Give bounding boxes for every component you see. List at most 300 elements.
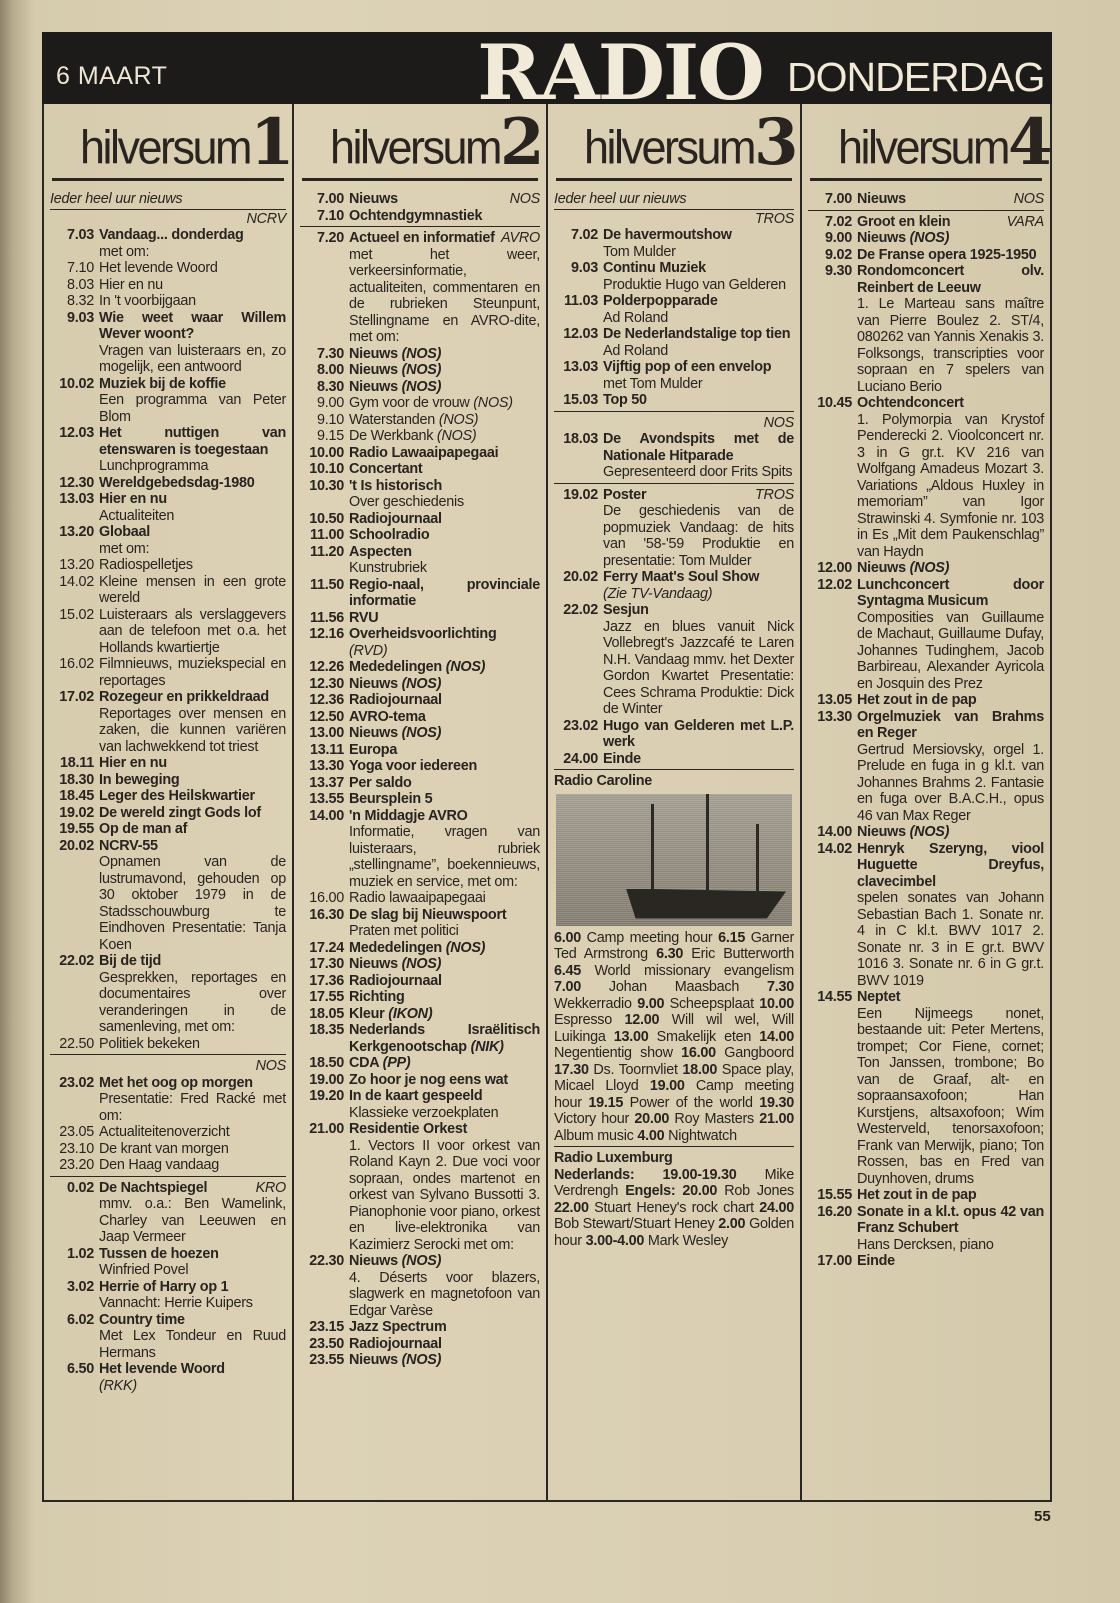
program-body [99,1157,286,1174]
program-entry [50,557,286,574]
ship-mast [651,804,654,892]
program-title: Filmnieuws, muziekspecial en reportages [99,656,286,689]
program-title: Nieuws [349,378,398,395]
program-entry [50,524,286,557]
entry-title: Mike Verdrengh [554,1166,794,1199]
program-body [99,1361,286,1394]
program-title-line [857,230,1044,247]
program-title-line [349,1352,540,1369]
program-list [554,191,794,1249]
program-time: 13.00 [309,725,344,741]
program-entry [808,560,1044,577]
program-title: Radiojournaal [349,1335,442,1352]
program-entry [300,1253,540,1319]
program-description: met om: [99,540,150,557]
program-title: Bij de tijd [99,953,162,969]
program-description: 1. Vectors II voor orkest van Roland Kayn 2. Due voci voor sopraan, ondes martenot en orkest van Sylvano Bussotti 3. Pianophonie voor piano, orkest en live-elektronika van Kazimierz Serocki met om: [349,1137,540,1253]
program-title: In de kaart gespeeld [349,1088,483,1104]
program-entry [300,461,540,478]
program-body [857,395,1044,560]
program-time: 7.30 [316,345,344,362]
entry-time: 3.00-4.00 [585,1232,645,1249]
program-title-line [349,742,540,759]
program-time: 9.30 [824,263,852,279]
program-title-line [349,527,540,544]
ship-mast [756,824,759,894]
heading-word: hilversum [330,120,501,175]
program-time: 13.30 [309,758,344,774]
program-body [349,808,540,891]
program-entry [808,824,1044,841]
program-time: 14.00 [817,824,852,840]
program-title: Sonate in a kl.t. opus 42 van Franz Schubert [857,1203,1044,1236]
program-time: 10.00 [309,444,344,461]
entry-title: Nightwatch [668,1127,737,1144]
program-body [603,718,794,751]
program-entry [300,230,540,346]
program-time: 20.02 [59,837,94,854]
program-title: Polderpopparade [603,293,718,309]
program-time: 18.05 [309,1005,344,1022]
news-note: Ieder heel uur nieuws [554,191,794,210]
broadcaster-tag: VARA [1006,213,1044,230]
program-title: Mededelingen [349,659,442,675]
entry-title: Will wil wel, Will Luikinga [554,1012,794,1045]
program-entry [300,692,540,709]
broadcaster-suffix: (NOS) [909,824,950,840]
program-body [99,1312,286,1362]
program-body [603,293,794,326]
program-description: 4. Déserts voor blazers, slagwerk en magnetofoon van Edgar Varèse [349,1269,540,1319]
program-body [857,247,1044,264]
program-title: Henryk Szeryng, viool Huguette Dreyfus, clavecimbel [857,840,1044,890]
header-day: DONDERDAG [787,54,1045,100]
program-entry [808,989,1044,1187]
divider [300,226,540,227]
program-body [349,445,540,462]
program-title: Nieuws [349,725,398,741]
program-title-line [349,989,540,1006]
program-title-line [99,1124,286,1141]
broadcaster-tag: AVRO [501,230,540,246]
program-title: Radiospelletjes [99,557,193,573]
broadcaster-suffix: (NOS) [401,725,442,741]
program-title: Nieuws [857,230,906,246]
program-title: Aspecten [349,543,412,560]
program-time: 9.03 [570,260,598,276]
program-entry [50,376,286,426]
program-description: Actualiteiten [99,507,175,524]
program-title: Radiojournaal [349,510,442,527]
entry-title: Golden hour [554,1216,794,1249]
program-title-line [349,659,540,676]
program-entry [300,890,540,907]
program-time: 18.50 [309,1055,344,1071]
program-body [349,956,540,973]
program-title: Overheidsvoorlichting [349,626,497,642]
program-title-line [99,821,286,838]
program-title: Residentie Orkest [349,1121,468,1137]
entry-title: Camp meeting hour [586,929,713,946]
program-title: Beursplein 5 [349,791,433,807]
program-title-line [349,395,540,412]
program-body [99,491,286,524]
program-body [603,602,794,718]
program-title: NCRV-55 [99,837,158,854]
program-time: 11.50 [310,576,344,593]
heading-number: 3 [754,105,799,180]
program-entry [808,395,1044,560]
program-time: 18.45 [59,788,94,804]
program-title-line [349,445,540,462]
program-title-line [603,751,794,768]
program-title: In 't voorbijgaan [99,293,196,309]
program-entry [50,1246,286,1279]
program-title: Politiek bekeken [99,1035,200,1052]
program-time: 7.03 [66,227,94,243]
program-title: Jazz Spectrum [349,1319,447,1335]
program-title: Radio lawaaipapegaai [349,890,486,906]
program-title-line [99,277,286,294]
program-body [349,577,540,610]
program-title-line [349,1072,540,1089]
entry-time: 6.00 [554,929,582,946]
program-entry [300,709,540,726]
program-body [349,973,540,990]
program-title-line [349,610,540,627]
program-body [857,824,1044,841]
program-entry [554,227,794,260]
program-entry [300,907,540,940]
entry-title: World missionary evangelism [594,962,794,979]
program-title-line [99,788,286,805]
program-body [603,392,794,409]
program-entry [300,445,540,462]
program-title: Lunchconcert door Syntagma Musicum [857,576,1044,609]
program-entry [300,1088,540,1121]
program-description: Over geschiedenis [349,494,464,510]
program-description: 1. Le Marteau sans maître van Pierre Boulez 2. ST/4, 080262 van Yannis Xenakis 3. Folksongs, transcripties voor sopraan en 7 spelers van Luciano Berio [857,296,1044,395]
program-time: 0.02 [66,1179,94,1196]
program-title-line [99,557,286,574]
program-entry [808,692,1044,709]
entry-time: 7.30 [767,979,795,995]
program-entry [808,214,1044,231]
program-body [349,511,540,528]
program-body [857,841,1044,990]
program-title-line [99,1246,286,1263]
program-body [603,751,794,768]
program-time: 7.10 [66,260,94,276]
program-title: Poster [603,486,647,503]
program-time: 1.02 [66,1245,94,1262]
program-title-line [349,907,540,924]
program-title: Ochtendgymnastiek [349,207,483,224]
program-time: 15.03 [563,392,598,408]
broadcaster-suffix: (PP) [382,1055,411,1071]
program-entry [50,1036,286,1053]
program-body [99,1279,286,1312]
program-entry [808,577,1044,693]
program-entry [50,1312,286,1362]
program-title-line [349,1319,540,1336]
program-entry [50,277,286,294]
program-entry [300,1336,540,1353]
program-title-line [603,227,794,244]
program-title: De wereld zingt Gods lof [99,804,261,821]
program-title-line [857,263,1044,296]
program-body [99,310,286,376]
program-time: 13.30 [817,708,852,725]
entry-time: 10.00 [759,995,795,1012]
entry-title: Garner Ted Armstrong [554,929,795,962]
program-body [349,1055,540,1072]
program-entry [554,359,794,392]
program-title: Rozegeur en prikkeldraad [99,689,269,705]
program-body [349,907,540,940]
section-title: Radio Caroline [554,773,653,789]
program-title-line [349,956,540,973]
entry-title: Mark Wesley [647,1232,729,1249]
program-title-line [857,841,1044,891]
program-time: 20.02 [563,569,598,585]
column-hilversum-1 [44,104,294,1500]
program-title: Einde [857,1253,895,1269]
program-title: Concertant [349,461,423,477]
program-title-line [99,491,286,508]
program-time: 13.37 [309,774,344,791]
program-body [349,1088,540,1121]
entry-time: Nederlands: 19.00-19.30 [554,1166,737,1183]
program-title: 't Is historisch [349,477,442,494]
program-title-line [349,758,540,775]
program-body [349,676,540,693]
program-time: 8.00 [316,362,344,378]
program-entry [300,1022,540,1055]
program-title-line [603,392,794,409]
entry-title: Johan Maasbach [608,979,740,995]
program-title: Nieuws [857,191,906,207]
program-time: 12.26 [309,659,344,675]
column-hilversum-3 [548,104,802,1500]
program-title-line [349,1006,540,1023]
program-time: 16.30 [309,906,344,923]
program-body [349,428,540,445]
program-time: 12.30 [59,474,94,491]
program-title-line [349,511,540,528]
program-title: Per saldo [349,774,412,791]
program-description: Jazz en blues vanuit Nick Vollebregt's Jazzcafé te Laren N.H. Vandaag mmv. het Dexter Gordon Kwartet Presentatie: Cees Schrama Produktie: Dick de Winter [603,618,794,717]
station-columns [44,104,1053,1500]
program-entry [554,487,794,570]
program-entry [50,574,286,607]
entry-title: Wekkerradio [554,995,632,1012]
program-time: 9.02 [824,246,852,263]
broadcaster-suffix: (NOS) [401,956,442,972]
program-time: 24.00 [563,750,598,767]
program-title: Yoga voor iedereen [349,758,477,774]
program-title: Zo hoor je nog eens wat [349,1071,508,1088]
program-body [349,1352,540,1369]
program-time: 16.02 [59,656,94,672]
program-title: Top 50 [603,392,647,408]
program-title: Ochtendconcert [857,395,964,411]
program-description: Reportages over mensen en zaken, die kunnen variëren van lachwekkend tot triest [99,705,286,755]
program-title-line [99,1141,286,1158]
program-description: Lunchprogramma [99,458,209,474]
program-time: 11.00 [310,527,344,543]
program-entry [300,577,540,610]
program-title: Met het oog op morgen [99,1074,253,1091]
program-body [99,689,286,755]
broadcaster-label: NOS [255,1058,286,1074]
program-body [99,772,286,789]
program-time: 9.15 [316,428,344,444]
program-title-line [99,574,286,607]
program-time: 12.50 [309,708,344,725]
program-time: 15.55 [817,1187,852,1203]
program-time: 21.00 [309,1121,344,1137]
entry-time: 19.00 [649,1078,685,1094]
broadcaster-suffix: (NIK) [470,1038,504,1055]
program-time: 9.00 [824,230,852,246]
entry-time: 18.00 [682,1061,718,1078]
program-title: Actualiteitenoverzicht [99,1124,230,1140]
radio-ship-photo [556,794,792,926]
program-title-line [349,692,540,709]
program-title-line [857,1253,1044,1270]
program-entry [50,755,286,772]
program-title: Het nuttigen van etenswaren is toegestaan [99,425,286,458]
program-time: 18.30 [59,771,94,788]
program-body [99,293,286,310]
program-entry [50,475,286,492]
column-heading [556,104,799,181]
program-title-line [349,478,540,495]
program-entry [50,293,286,310]
program-entry [300,527,540,544]
program-body [99,1075,286,1125]
program-title-line [349,230,540,247]
program-entry [300,1055,540,1072]
program-body [857,1253,1044,1270]
program-title-line [349,791,540,808]
program-title-line [603,326,794,343]
broadcaster-suffix: (NOS) [401,1352,442,1368]
program-body [857,230,1044,247]
program-time: 22.30 [309,1253,344,1269]
entry-time: 19.30 [759,1094,795,1111]
entry-time: 4.00 [637,1127,665,1144]
entry-title: Power of the world [629,1094,753,1111]
program-description: Klassieke verzoekplaten [349,1104,499,1121]
page-number: 55 [1034,1508,1051,1525]
entry-title: Smakelijk eten [656,1028,752,1045]
program-body [349,890,540,907]
program-body [349,230,540,346]
program-title-line [857,1187,1044,1204]
program-title-line [99,524,286,541]
program-body [349,346,540,363]
program-body [349,1072,540,1089]
program-description: Een programma van Peter Blom [99,392,286,425]
program-entry [300,610,540,627]
program-body [99,821,286,838]
program-body [857,560,1044,577]
program-entry [50,607,286,657]
program-entry [300,1319,540,1336]
program-title-line [857,395,1044,412]
program-description: met Tom Mulder [603,375,703,392]
program-title-line [603,602,794,619]
program-description: Winfried Povel [99,1262,189,1278]
program-time: 7.00 [824,191,852,207]
program-body [857,692,1044,709]
program-entry [554,293,794,326]
header-bar [42,28,1052,117]
program-list [300,191,540,1369]
divider [554,1146,794,1147]
program-title-line [99,1075,286,1092]
program-title: Richting [349,989,405,1005]
program-entry [554,569,794,602]
program-time: 13.20 [59,524,94,540]
program-title: De Franse opera 1925-1950 [857,246,1037,263]
column-heading [302,104,545,181]
program-title: Rondomconcert olv. Reinbert de Leeuw [857,263,1044,296]
program-entry [554,751,794,768]
entry-title: Space play, Micael Lloyd [554,1061,795,1094]
program-title-line [349,1121,540,1138]
program-time: 19.55 [59,821,94,837]
program-body [349,1022,540,1055]
program-time: 8.30 [316,378,344,395]
program-entry [50,1361,286,1394]
program-entry [300,973,540,990]
entry-time: 22.00 [554,1199,589,1216]
program-body [349,461,540,478]
program-time: 16.20 [817,1203,852,1220]
program-title: De Nachtspiegel [99,1179,208,1196]
program-body [857,1187,1044,1204]
program-list [50,191,286,1394]
program-title-line [99,1180,286,1197]
program-entry [300,346,540,363]
program-body [349,775,540,792]
program-title-line [857,577,1044,610]
program-title: Hier en nu [99,276,163,293]
program-entry [300,428,540,445]
program-title-line [99,805,286,822]
program-body [349,478,540,511]
program-time: 19.02 [563,486,598,503]
program-time: 9.10 [316,411,344,428]
program-entry [50,1180,286,1246]
program-title: Nederlands Israëlitisch Kerkgenootschap [349,1022,540,1055]
program-title-line [349,208,540,225]
program-time: 16.00 [309,890,344,906]
program-description: mmv. o.a.: Ben Wamelink, Charley van Leeuwen en Jaap Vermeer [99,1196,286,1245]
column-heading [810,104,1053,181]
program-time: 3.02 [66,1278,94,1295]
program-body [349,362,540,379]
program-time: 13.20 [59,557,94,573]
program-title-line [349,626,540,643]
program-entry [50,838,286,954]
program-time: 12.03 [59,425,94,441]
program-body [99,1180,286,1246]
program-body [99,838,286,954]
